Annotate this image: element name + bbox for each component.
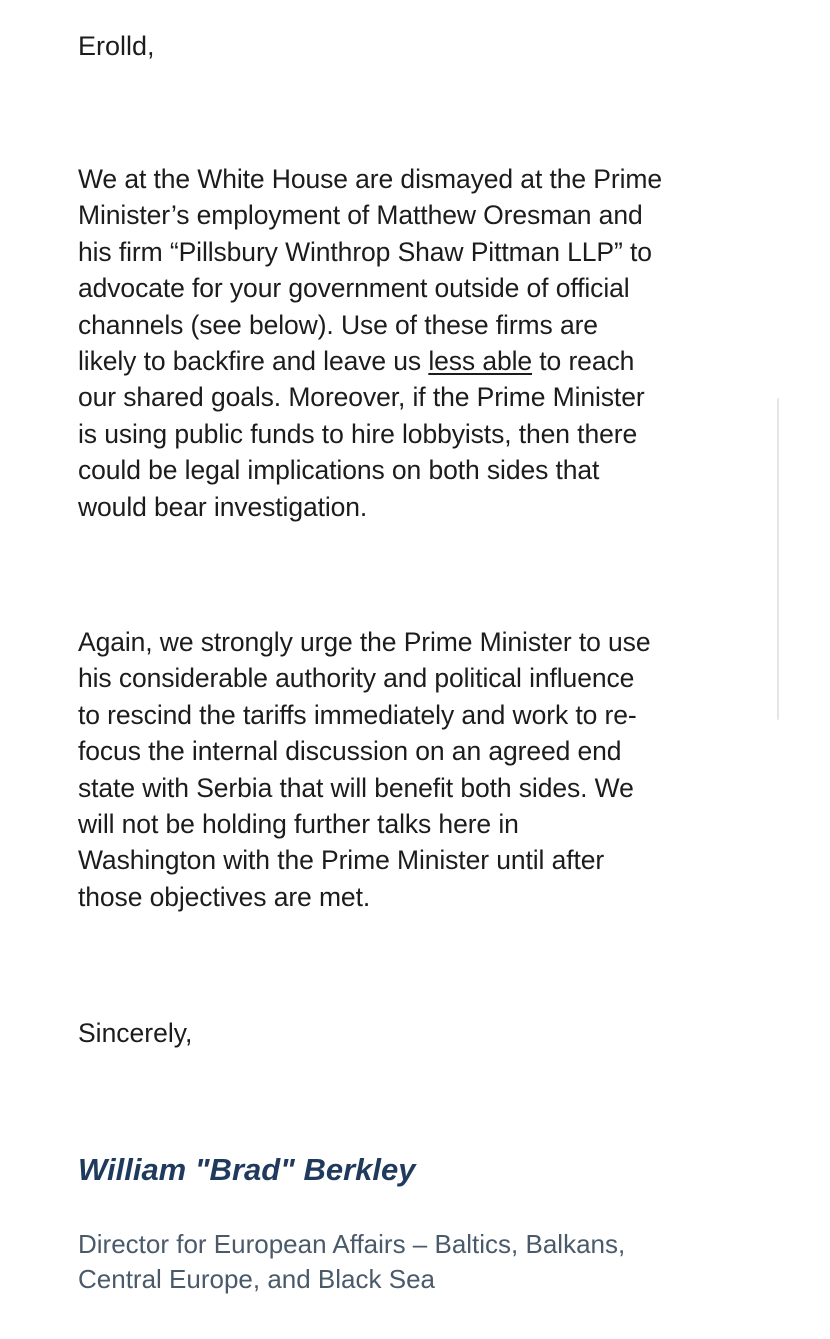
line-text: to reach — [532, 346, 635, 377]
paragraph-line: his firm “Pillsbury Winthrop Shaw Pittman LLP” to — [78, 236, 652, 267]
paragraph-line: channels (see below). Use of these firms are — [78, 309, 598, 340]
paragraph-line: would bear investigation. — [78, 491, 368, 522]
paragraph-line: We at the White House are dismayed at the Prime — [78, 164, 662, 194]
paragraph-line: our shared goals. Moreover, if the Prime Minister — [78, 382, 645, 413]
signature-title-line: Director for European Affairs – Baltics, Balkans, — [78, 1229, 626, 1259]
signature-title — [78, 1227, 625, 1297]
line-text: likely to backfire and leave us — [78, 346, 429, 377]
scrollbar[interactable] — [777, 398, 782, 720]
signature-name: William "Brad" Berkley — [78, 1152, 416, 1187]
paragraph-line: is using public funds to hire lobbyists, then there — [78, 418, 638, 449]
paragraph-line: will not be holding further talks here in — [78, 809, 519, 840]
paragraph-line: could be legal implications on both sides that — [78, 455, 600, 486]
paragraph-line: state with Serbia that will benefit both sides. We — [78, 772, 634, 803]
paragraph-urge — [78, 624, 650, 915]
closing: Sincerely, — [78, 1018, 193, 1048]
paragraph-dismay — [78, 161, 662, 525]
paragraph-line: Washington with the Prime Minister until after — [78, 845, 605, 876]
underlined-phrase: less able — [428, 346, 533, 377]
paragraph-line: Minister’s employment of Matthew Oresman and — [78, 200, 643, 231]
greeting: Erolld, — [78, 31, 155, 61]
paragraph-line: his considerable authority and political influence — [78, 663, 635, 694]
paragraph-line — [78, 343, 662, 379]
paragraph-line: to rescind the tariffs immediately and work to re- — [78, 699, 637, 730]
paragraph-line: those objectives are met. — [78, 881, 371, 912]
paragraph-line: Again, we strongly urge the Prime Minister to use — [78, 627, 651, 657]
paragraph-line: advocate for your government outside of official — [78, 273, 630, 304]
paragraph-line: focus the internal discussion on an agreed end — [78, 736, 622, 767]
signature-title-line: Central Europe, and Black Sea — [78, 1264, 435, 1294]
